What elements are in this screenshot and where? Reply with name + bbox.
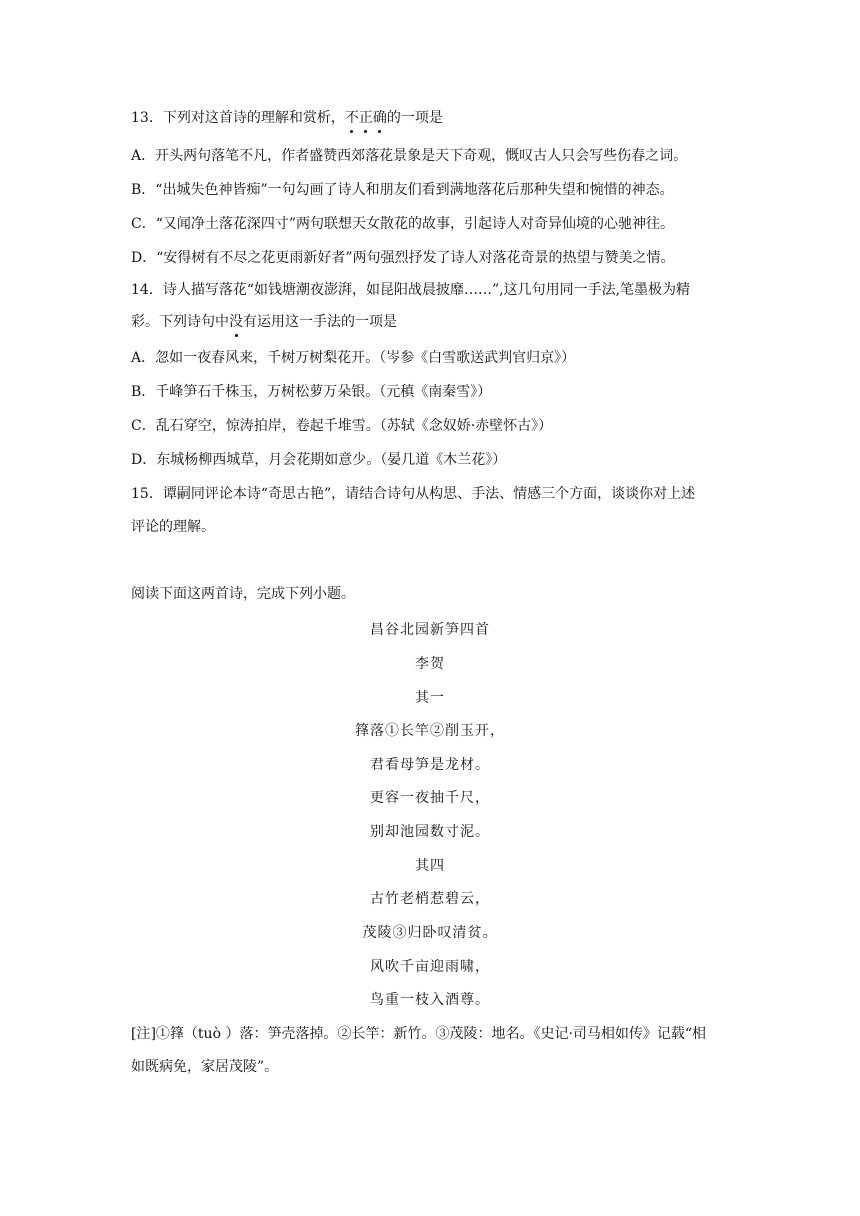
poem-line: 别却池园数寸泥。 — [370, 824, 490, 840]
poem-author: 李贺 — [415, 656, 445, 672]
question-13-option-c: C．“又闻净土落花深四寸”两句联想天女散花的故事，引起诗人对奇异仙境的心驰神往。 — [131, 216, 675, 232]
question-13-option-b: B．“出城失色神皆痴”一句勾画了诗人和朋友们看到满地落花后那种失望和惋惜的神态。 — [131, 182, 674, 198]
annotation-line1: [注]①箨（tuò ）落：笋壳落掉。②长竿：新竹。③茂陵：地名。《史记·司马相如传》记载“相 — [131, 1026, 707, 1042]
poem-part1-heading: 其一 — [415, 690, 445, 706]
reading-intro: 阅读下面这两首诗，完成下列小题。 — [131, 586, 355, 602]
question-14-option-d: D．东城杨柳西城草，月会花期如意少。（晏几道《木兰花》） — [131, 452, 507, 468]
question-13-suffix: 的一项是 — [386, 110, 443, 126]
question-14-option-b: B．千峰笋石千株玉，万树松萝万朵银。（元稹《南秦雪》） — [131, 384, 492, 400]
question-13-option-d: D．“安得树有不尽之花更雨新好者”两句强烈抒发了诗人对落花奇景的热望与赞美之情。 — [131, 250, 675, 266]
question-13-prefix: 13．下列对这首诗的理解和赏析， — [131, 110, 345, 126]
annotation-line2: 如既病免，家居茂陵”。 — [131, 1059, 279, 1075]
emphasis-char: 正 — [358, 110, 373, 126]
poem-line: 风吹千亩迎雨啸， — [370, 959, 490, 975]
question-14-option-c: C．乱石穿空，惊涛拍岸，卷起千堆雪。（苏轼《念奴娇·赤壁怀古》） — [131, 418, 553, 434]
question-14-stem-line1: 14．诗人描写落花“如钱塘潮夜澎湃，如昆阳战晨披靡……”,这几句用同一手法,笔墨极为精 — [131, 282, 691, 298]
question-13-stem — [131, 108, 741, 128]
question-15-stem-line2: 评论的理解。 — [131, 519, 215, 535]
question-14-line2-prefix: 彩。下列诗句中 — [131, 314, 229, 330]
question-14-line2-suffix: 运用这一手法的一项是 — [257, 314, 397, 330]
question-13-option-a: A．开头两句落笔不凡，作者盛赞西郊落花景象是天下奇观，慨叹古人只会写些伤春之词。 — [131, 148, 688, 164]
emphasis-char: 没 — [229, 314, 243, 330]
question-14-line2-char: 有 — [243, 314, 257, 330]
poem-line: 鸟重一枝入酒尊。 — [370, 992, 490, 1008]
poem-line: 更容一夜抽千尺， — [370, 790, 490, 806]
emphasis-char: 不 — [344, 110, 359, 126]
poem-part4-heading: 其四 — [415, 858, 445, 874]
poem-line: 茂陵③归卧叹清贫。 — [362, 925, 498, 941]
question-14-stem-line2 — [131, 312, 741, 332]
question-15-stem-line1: 15．谭嗣同评论本诗“奇思古艳”，请结合诗句从构思、手法、情感三个方面，谈谈你对上述 — [131, 486, 696, 502]
poem-line: 君看母笋是龙材。 — [370, 757, 490, 773]
emphasis-char: 确 — [372, 110, 387, 126]
poem-line: 古竹老梢惹碧云， — [370, 891, 490, 907]
poem-title: 昌谷北园新笋四首 — [370, 622, 490, 638]
poem-line: 箨落①长竿②削玉开， — [355, 723, 505, 739]
question-14-option-a: A．忽如一夜春风来，千树万树梨花开。（岑参《白雪歌送武判官归京》） — [131, 350, 576, 366]
